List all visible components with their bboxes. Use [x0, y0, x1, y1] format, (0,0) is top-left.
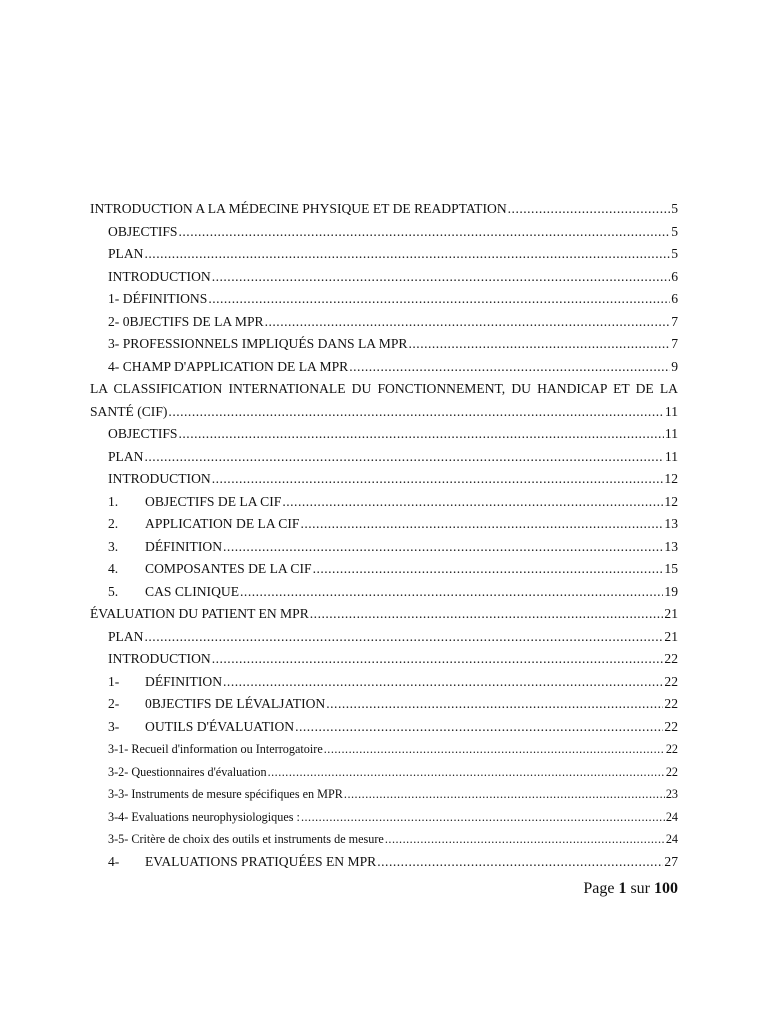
toc-entry-number: 2- [108, 696, 120, 711]
toc-entry[interactable] [90, 716, 678, 739]
toc-entry[interactable] [90, 738, 678, 761]
toc-entry[interactable] [90, 851, 678, 874]
toc-entry-page: 24 [665, 809, 678, 824]
toc-entry-title: INTRODUCTION [108, 268, 211, 284]
toc-leader-dots [385, 828, 665, 851]
of-label: sur [630, 880, 650, 897]
toc-entry[interactable] [90, 221, 678, 244]
toc-entry-number: 4- [108, 853, 120, 869]
toc-entry-page: 7 [671, 313, 678, 329]
toc-entry[interactable] [90, 288, 678, 311]
toc-entry[interactable] [90, 266, 678, 289]
toc-entry-page: 13 [664, 516, 678, 531]
toc-entry[interactable] [90, 783, 678, 806]
toc-leader-dots [179, 423, 664, 446]
toc-entry-page: 12 [664, 493, 678, 509]
toc-entry[interactable] [90, 513, 678, 536]
toc-entry-page: 13 [664, 538, 678, 554]
toc-entry-page: 5 [671, 223, 678, 239]
toc-entry[interactable] [90, 446, 678, 469]
toc-leader-dots [377, 851, 663, 874]
toc-entry-page: 23 [665, 787, 678, 801]
toc-entry-title-line1: LA CLASSIFICATION INTERNATIONALE DU FONCTIONNEMENT, DU HANDICAP ET DE LA [90, 381, 678, 396]
toc-entry-title: COMPOSANTES DE LA CIF [145, 561, 312, 576]
toc-entry-page: 5 [671, 246, 678, 261]
toc-entry-title: OBJECTIFS [108, 426, 178, 441]
toc-entry-page: 15 [664, 561, 678, 576]
toc-entry-page: 24 [665, 832, 678, 846]
toc-leader-dots [324, 738, 665, 761]
toc-entry-page: 22 [664, 673, 678, 689]
toc-entry-title: OUTILS D'ÉVALUATION [145, 718, 295, 734]
current-page-number: 1 [618, 880, 627, 897]
toc-entry-page: 19 [664, 583, 678, 599]
toc-entry-title: 3-2- Questionnaires d'évaluation [108, 764, 267, 779]
toc-entry-title-line2: SANTÉ (CIF) [90, 403, 168, 419]
toc-entry[interactable] [90, 626, 678, 649]
toc-entry-title: DÉFINITION [145, 538, 223, 554]
toc-entry-page: 11 [664, 426, 678, 441]
page-footer [90, 880, 678, 898]
toc-entry-title: EVALUATIONS PRATIQUÉES EN MPR [145, 853, 377, 869]
toc-entry[interactable] [90, 693, 678, 716]
toc-entry[interactable] [90, 536, 678, 559]
toc-entry[interactable] [90, 356, 678, 379]
toc-entry-page: 5 [671, 201, 678, 216]
toc-leader-dots [508, 198, 671, 221]
toc-entry-page: 22 [665, 742, 678, 756]
toc-entry[interactable] [90, 333, 678, 356]
toc-leader-dots [326, 693, 663, 716]
toc-entry-title: 3-3- Instruments de mesure spécifiques en MPR [108, 787, 343, 801]
toc-entry[interactable] [90, 468, 678, 491]
toc-leader-dots [145, 446, 664, 469]
toc-leader-dots [223, 536, 663, 559]
toc-leader-dots [282, 491, 663, 514]
toc-entry-page: 11 [664, 403, 678, 419]
toc-entry-title: OBJECTIFS DE LA CIF [145, 493, 282, 509]
toc-entry-page: 11 [664, 448, 678, 464]
toc-entry[interactable] [90, 311, 678, 334]
toc-entry-page: 12 [664, 471, 678, 486]
toc-entry-page: 27 [664, 853, 678, 869]
toc-leader-dots [145, 626, 664, 649]
toc-entry-page: 6 [671, 291, 678, 306]
toc-entry-title: PLAN [108, 246, 144, 261]
toc-entry[interactable] [90, 581, 678, 604]
toc-entry-title: INTRODUCTION [108, 651, 211, 666]
toc-entry[interactable] [90, 423, 678, 446]
toc-entry-title: DÉFINITION [145, 673, 223, 689]
toc-leader-dots [212, 266, 671, 289]
total-pages-number: 100 [654, 880, 678, 897]
toc-leader-dots [268, 761, 665, 784]
toc-entry-title: 4- CHAMP D'APPLICATION DE LA MPR [108, 358, 349, 374]
toc-leader-dots [313, 558, 664, 581]
toc-entry-title: INTRODUCTION [108, 471, 211, 486]
toc-entry-title: CAS CLINIQUE [145, 583, 240, 599]
toc-leader-dots [223, 671, 663, 694]
toc-leader-dots [295, 716, 663, 739]
toc-entry-title: PLAN [108, 628, 144, 644]
toc-entry-page: 6 [671, 268, 678, 284]
toc-entry[interactable] [90, 378, 678, 423]
toc-entry-number: 4. [108, 561, 119, 576]
toc-entry[interactable] [90, 806, 678, 829]
toc-leader-dots [212, 468, 664, 491]
toc-entry-title: INTRODUCTION A LA MÉDECINE PHYSIQUE ET DE READPTATION [90, 201, 507, 216]
toc-entry-title: 2- 0BJECTIFS DE LA MPR [108, 313, 264, 329]
toc-leader-dots [301, 806, 665, 829]
toc-leader-dots [300, 513, 663, 536]
toc-leader-dots [168, 401, 663, 424]
toc-entry-title: 3- PROFESSIONNELS IMPLIQUÉS DANS LA MPR [108, 336, 408, 351]
toc-entry-page: 22 [665, 764, 678, 779]
toc-entry-page: 22 [664, 651, 678, 666]
toc-leader-dots [409, 333, 671, 356]
toc-entry-title: 3-4- Evaluations neurophysiologiques : [108, 809, 300, 824]
toc-entry-number: 5. [108, 583, 119, 599]
toc-leader-dots [240, 581, 663, 604]
toc-entry-number: 3- [108, 718, 120, 734]
page-label: Page [583, 880, 615, 897]
toc-entry-page: 21 [664, 628, 678, 644]
toc-entry-page: 7 [671, 336, 678, 351]
toc-entry-number: 2. [108, 516, 119, 531]
toc-entry-page: 22 [664, 696, 678, 711]
toc-entry-title: 3-1- Recueil d'information ou Interrogatoire [108, 742, 323, 756]
toc-leader-dots [145, 243, 671, 266]
toc-entry-page: 21 [664, 606, 678, 621]
toc-leader-dots [265, 311, 671, 334]
toc-entry-title: APPLICATION DE LA CIF [145, 516, 300, 531]
toc-entry-number: 3. [108, 538, 119, 554]
toc-entry[interactable] [90, 671, 678, 694]
toc-entry-number: 1. [108, 493, 119, 509]
toc-entry-title: 3-5- Critère de choix des outils et instruments de mesure [108, 832, 384, 846]
toc-entry-title: 0BJECTIFS DE LÉVALJATION [145, 696, 326, 711]
toc-leader-dots [208, 288, 670, 311]
table-of-contents [90, 198, 678, 873]
toc-entry-page: 9 [671, 358, 678, 374]
toc-entry[interactable] [90, 648, 678, 671]
toc-entry-title: PLAN [108, 448, 144, 464]
toc-entry[interactable] [90, 603, 678, 626]
toc-leader-dots [310, 603, 664, 626]
toc-entry[interactable] [90, 828, 678, 851]
toc-entry[interactable] [90, 558, 678, 581]
toc-leader-dots [179, 221, 671, 244]
toc-entry-title: ÉVALUATION DU PATIENT EN MPR [90, 606, 309, 621]
toc-leader-dots [349, 356, 670, 379]
toc-leader-dots [212, 648, 664, 671]
toc-entry[interactable] [90, 243, 678, 266]
toc-entry-page: 22 [664, 718, 678, 734]
toc-entry-title: 1- DÉFINITIONS [108, 291, 208, 306]
toc-entry[interactable] [90, 491, 678, 514]
toc-entry-title: OBJECTIFS [108, 223, 178, 239]
toc-entry[interactable] [90, 198, 678, 221]
toc-entry[interactable] [90, 761, 678, 784]
toc-entry-number: 1- [108, 673, 120, 689]
toc-leader-dots [344, 783, 665, 806]
